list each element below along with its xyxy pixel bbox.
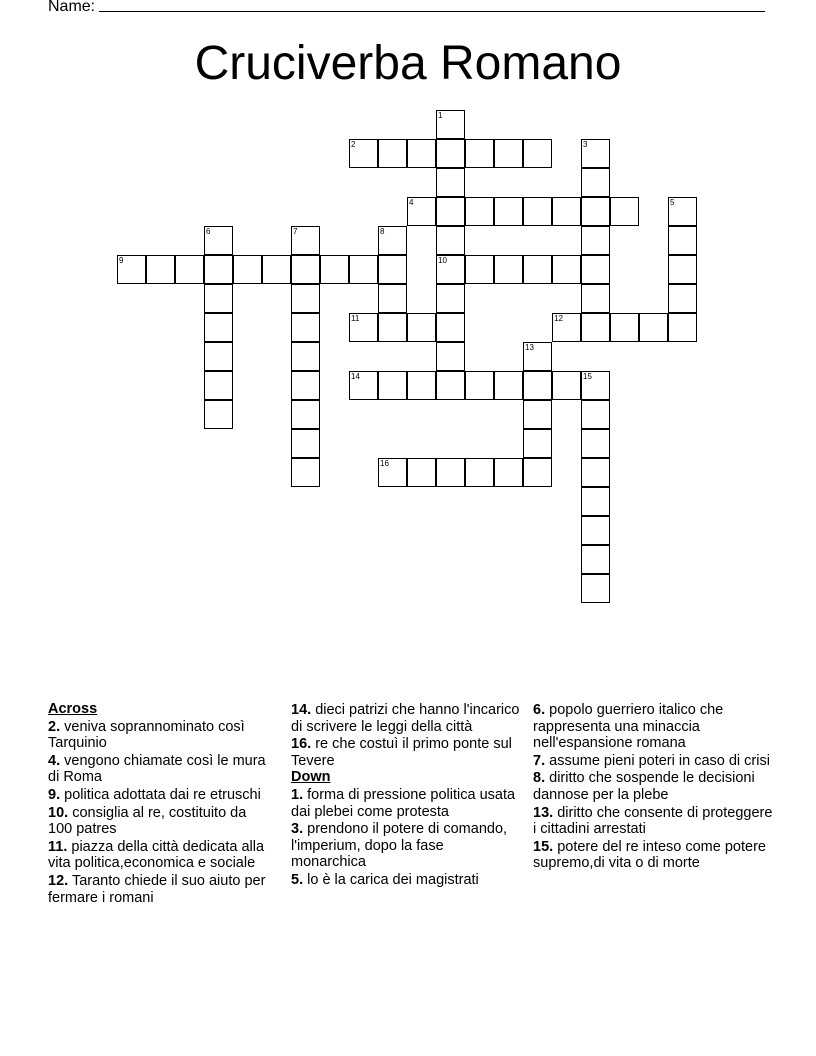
clue-text: popolo guerriero italico che rappresenta una minaccia nell'espansione romana [533, 702, 724, 752]
grid-cell[interactable] [581, 197, 610, 226]
grid-cell[interactable] [291, 371, 320, 400]
grid-cell[interactable] [465, 458, 494, 487]
page-title: Cruciverba Romano [194, 37, 622, 90]
grid-cell[interactable] [204, 226, 233, 255]
grid-cell[interactable] [523, 139, 552, 168]
grid-cell[interactable] [523, 429, 552, 458]
clues-column-3 [533, 701, 773, 872]
cell-number: 6 [206, 227, 211, 236]
clue-text: veniva soprannominato così Tarquinio [48, 718, 245, 752]
grid-cell[interactable] [668, 313, 697, 342]
grid-cell[interactable] [204, 313, 233, 342]
grid-cell[interactable] [407, 313, 436, 342]
clue-number: 1. [291, 786, 304, 803]
grid-cell[interactable] [639, 313, 668, 342]
grid-cell[interactable] [378, 458, 407, 487]
grid-cell[interactable] [581, 139, 610, 168]
cell-number: 3 [583, 140, 588, 149]
clue-down-1 [291, 787, 521, 820]
clue-down-6 [533, 702, 773, 752]
grid-cell[interactable] [291, 400, 320, 429]
grid-cell[interactable] [262, 255, 291, 284]
grid-cell[interactable] [523, 342, 552, 371]
grid-cell[interactable] [465, 197, 494, 226]
grid-cell[interactable] [291, 458, 320, 487]
clue-text: politica adottata dai re etruschi [64, 786, 261, 803]
grid-cell[interactable] [349, 313, 378, 342]
clue-across-2 [48, 719, 270, 752]
name-label: Name: [48, 0, 96, 15]
grid-cell[interactable] [291, 342, 320, 371]
clue-across-11 [48, 839, 270, 872]
clue-number: 15. [533, 838, 554, 855]
grid-cell[interactable] [378, 313, 407, 342]
clue-across-14 [291, 702, 521, 735]
down-heading: Down [291, 769, 331, 786]
grid-cell[interactable] [378, 284, 407, 313]
grid-cell[interactable] [581, 429, 610, 458]
cell-number: 4 [409, 198, 414, 207]
grid-cell[interactable] [204, 342, 233, 371]
cell-number: 7 [293, 227, 298, 236]
grid-cell[interactable] [668, 226, 697, 255]
cell-number: 5 [670, 198, 675, 207]
clue-text: Taranto chiede il suo aiuto per fermare i romani [48, 872, 266, 906]
clue-text: diritto che sospende le decisioni dannose per la plebe [533, 770, 755, 803]
grid-cell[interactable] [436, 197, 465, 226]
grid-cell[interactable] [465, 255, 494, 284]
clues-column-1 [48, 701, 270, 906]
cell-number: 13 [525, 343, 534, 352]
grid-cell[interactable] [494, 371, 523, 400]
clue-number: 16. [291, 736, 312, 753]
grid-cell[interactable] [436, 255, 465, 284]
grid-cell[interactable] [407, 197, 436, 226]
grid-cell[interactable] [146, 255, 175, 284]
clue-number: 8. [533, 770, 546, 787]
grid-cell[interactable] [523, 371, 552, 400]
grid-cell[interactable] [175, 255, 204, 284]
grid-cell[interactable] [494, 197, 523, 226]
clue-across-10 [48, 805, 270, 838]
grid-cell[interactable] [581, 458, 610, 487]
grid-cell[interactable] [581, 516, 610, 545]
clue-down-15 [533, 839, 773, 872]
clue-number: 10. [48, 804, 69, 821]
clue-text: forma di pressione politica usata dai plebei come protesta [291, 786, 516, 820]
grid-cell[interactable] [523, 255, 552, 284]
grid-cell[interactable] [436, 458, 465, 487]
clue-text: potere del re inteso come potere supremo,di vita o di morte [533, 838, 766, 872]
clue-number: 14. [291, 702, 312, 718]
clue-text: prendono il potere di comando, l'imperium, dopo la fase monarchica [291, 821, 508, 871]
clue-down-8 [533, 770, 773, 803]
grid-cell[interactable] [523, 197, 552, 226]
cell-number: 16 [380, 459, 389, 468]
grid-cell[interactable] [581, 487, 610, 516]
clue-across-16 [291, 736, 521, 769]
grid-cell[interactable] [320, 255, 349, 284]
clue-text: lo è la carica dei magistrati [307, 871, 479, 888]
clue-text: piazza della città dedicata alla vita politica,economica e sociale [48, 838, 265, 872]
grid-cell[interactable] [494, 255, 523, 284]
clue-down-7 [533, 753, 773, 770]
cell-number: 2 [351, 140, 356, 149]
cell-number: 11 [351, 314, 360, 323]
cell-number: 10 [438, 256, 447, 265]
clue-text: consiglia al re, costituito da 100 patres [48, 804, 247, 838]
cell-number: 12 [554, 314, 563, 323]
clue-text: assume pieni poteri in caso di crisi [549, 752, 770, 769]
clue-text: re che costuì il primo ponte sul Tevere [291, 736, 512, 769]
across-heading: Across [48, 701, 98, 717]
cell-number: 1 [438, 111, 443, 120]
clue-number: 2. [48, 718, 61, 735]
clue-across-9 [48, 787, 270, 804]
grid-cell[interactable] [117, 255, 146, 284]
grid-cell[interactable] [291, 429, 320, 458]
grid-cell[interactable] [610, 313, 639, 342]
clue-across-4 [48, 753, 270, 786]
cell-number: 8 [380, 227, 385, 236]
grid-cell[interactable] [291, 255, 320, 284]
grid-cell[interactable] [668, 284, 697, 313]
grid-cell[interactable] [552, 255, 581, 284]
grid-cell[interactable] [494, 139, 523, 168]
grid-cell[interactable] [581, 255, 610, 284]
clue-number: 4. [48, 752, 61, 769]
grid-cell[interactable] [378, 139, 407, 168]
grid-cell[interactable] [552, 197, 581, 226]
grid-cell[interactable] [552, 371, 581, 400]
cell-number: 15 [583, 372, 592, 381]
grid-cell[interactable] [523, 458, 552, 487]
grid-cell[interactable] [378, 371, 407, 400]
grid-cell[interactable] [407, 458, 436, 487]
clue-number: 7. [533, 752, 546, 769]
grid-cell[interactable] [204, 400, 233, 429]
cell-number: 9 [119, 256, 124, 265]
grid-cell[interactable] [378, 226, 407, 255]
clue-text: dieci patrizi che hanno l'incarico di scrivere le leggi della città [291, 702, 520, 735]
grid-cell[interactable] [581, 168, 610, 197]
grid-cell[interactable] [291, 313, 320, 342]
grid-cell[interactable] [465, 139, 494, 168]
grid-cell[interactable] [668, 255, 697, 284]
grid-cell[interactable] [436, 168, 465, 197]
grid-cell[interactable] [378, 255, 407, 284]
clue-text: diritto che consente di proteggere i cittadini arrestati [533, 804, 773, 838]
clue-number: 3. [291, 821, 304, 838]
grid-cell[interactable] [233, 255, 262, 284]
clue-number: 11. [48, 838, 68, 855]
grid-cell[interactable] [581, 400, 610, 429]
clue-text: vengono chiamate così le mura di Roma [48, 752, 266, 786]
grid-cell[interactable] [581, 313, 610, 342]
grid-cell[interactable] [349, 139, 378, 168]
grid-cell[interactable] [552, 313, 581, 342]
cell-number: 14 [351, 372, 360, 381]
grid-cell[interactable] [668, 197, 697, 226]
clues-column-2 [291, 701, 521, 889]
grid-cell[interactable] [494, 458, 523, 487]
grid-cell[interactable] [465, 371, 494, 400]
grid-cell[interactable] [349, 255, 378, 284]
grid-cell[interactable] [436, 371, 465, 400]
grid-cell[interactable] [349, 371, 378, 400]
grid-cell[interactable] [436, 342, 465, 371]
grid-cell[interactable] [610, 197, 639, 226]
grid-cell[interactable] [581, 226, 610, 255]
clue-number: 9. [48, 786, 61, 803]
clue-number: 6. [533, 702, 546, 718]
grid-cell[interactable] [436, 139, 465, 168]
grid-cell[interactable] [581, 574, 610, 603]
clue-across-12 [48, 873, 270, 906]
clue-number: 5. [291, 871, 304, 888]
grid-cell[interactable] [291, 284, 320, 313]
grid-cell[interactable] [436, 110, 465, 139]
grid-cell[interactable] [204, 284, 233, 313]
grid-cell[interactable] [436, 226, 465, 255]
clue-down-13 [533, 805, 773, 838]
grid-cell[interactable] [581, 371, 610, 400]
grid-cell[interactable] [581, 284, 610, 313]
clue-number: 12. [48, 872, 69, 889]
grid-cell[interactable] [204, 371, 233, 400]
grid-cell[interactable] [204, 255, 233, 284]
clue-down-5 [291, 872, 521, 889]
grid-cell[interactable] [407, 139, 436, 168]
clue-number: 13. [533, 804, 554, 821]
grid-cell[interactable] [291, 226, 320, 255]
grid-cell[interactable] [407, 371, 436, 400]
grid-cell[interactable] [581, 545, 610, 574]
grid-cell[interactable] [436, 284, 465, 313]
clue-down-3 [291, 821, 521, 871]
grid-cell[interactable] [436, 313, 465, 342]
grid-cell[interactable] [523, 400, 552, 429]
